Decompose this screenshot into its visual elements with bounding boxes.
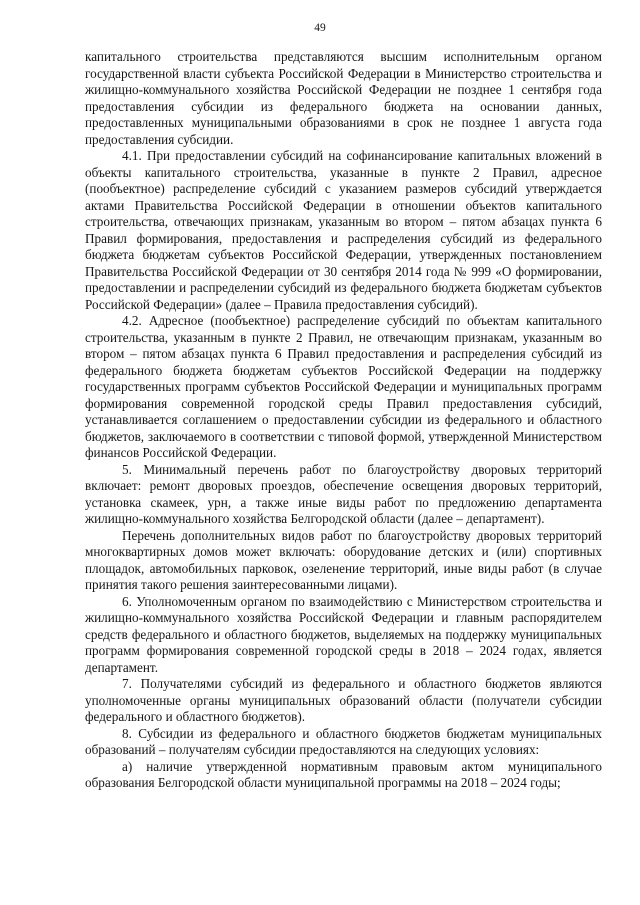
paragraph-7: 7. Получателями субсидий из федерального и областного бюджетов являются уполномоченные органы муниципальных образований области (получатели субсидии федерального и областного бюджетов). <box>85 676 602 724</box>
paragraph-4-2: 4.2. Адресное (пообъектное) распределение субсидий по объектам капитального строительства, указанным в пункте 2 Правил, не отвечающим признакам, указанным во втором – пятом абзацах пункта 6 Правил предоставления и распределения субсидий из федерального бюджета бюджетам субъектов Российской Федерации на поддержку государственных программ субъектов Российской Федерации и муниципальных программ формирования современной городской среды Правил предоставления субсидий, устанавливается соглашением о предоставлении субсидии из федерального и областного бюджетов, заключаемого в соответствии с типовой формой, утвержденной Министерством финансов Российской Федерации. <box>85 313 602 460</box>
paragraph-4-1: 4.1. При предоставлении субсидий на софинансирование капитальных вложений в объекты капитального строительства, указанные в пункте 2 Правил, адресное (пообъектное) распределение субсидий с указанием размеров субсидий утверждается актами Правительства Российской Федерации в отношении объектов капитального строительства, отвечающих признакам, указанным во втором – пятом абзацах пункта 6 Правил формирования, предоставления и распределения субсидий из федерального бюджета бюджетам субъектов Российской Федерации, утвержденных постановлением Правительства Российской Федерации от 30 сентября 2014 года № 999 «О формировании, предоставлении и распределении субсидий из федерального бюджета бюджетам субъектов Российской Федерации» (далее – Правила предоставления субсидий). <box>85 148 602 312</box>
paragraph-8: 8. Субсидии из федерального и областного бюджетов бюджетам муниципальных образований – получателям субсидии предоставляются на следующих условиях: <box>85 725 602 757</box>
paragraph-5: 5. Минимальный перечень работ по благоустройству дворовых территорий включает: ремонт дворовых проездов, обеспечение освещения дворовых территорий, установка скамеек, урн, а также иные виды работ по предложению департамента жилищно-коммунального хозяйства Белгородской области (далее – департамент). <box>85 461 602 526</box>
page-number: 49 <box>314 22 326 34</box>
paragraph-continuation: капитального строительства представляются высшим исполнительным органом государственной власти субъекта Российской Федерации в Министерство строительства и жилищно-коммунального хозяйства Российской Федерации не позднее 1 сентября года предоставления субсидии из федерального бюджета на основании данных, предоставленных муниципальными образованиями в срок не позднее 1 августа года предоставления субсидии. <box>85 49 602 147</box>
document-body <box>85 49 602 792</box>
paragraph-additional-works: Перечень дополнительных видов работ по благоустройству дворовых территорий многоквартирных домов может включать: оборудование детских и (или) спортивных площадок, автомобильных парковок, озеленение территорий, иные виды работ (в случае принятия такого решения заинтересованными лицами). <box>85 527 602 592</box>
paragraph-6: 6. Уполномоченным органом по взаимодействию с Министерством строительства и жилищно-коммунального хозяйства Российской Федерации и главным распорядителем средств федерального и областного бюджетов, выделяемых на поддержку муниципальных программ формирования современной городской среды в 2018 – 2024 годах, является департамент. <box>85 593 602 675</box>
paragraph-8-a: а) наличие утвержденной нормативным правовым актом муниципального образования Белгородской области муниципальной программы на 2018 – 2024 годы; <box>85 758 602 790</box>
